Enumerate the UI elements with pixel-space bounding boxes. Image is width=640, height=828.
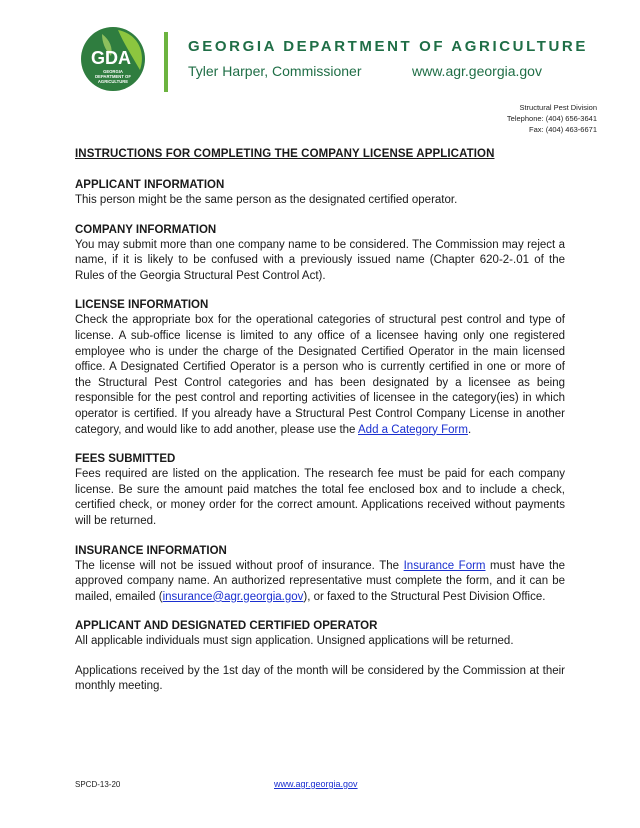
section-heading: FEES SUBMITTED [75, 453, 176, 466]
section-text: This person might be the same person as the designated certified operator. [75, 194, 458, 206]
section-text: All applicable individuals must sign application. Unsigned applications will be returned. [75, 635, 514, 648]
header-website: www.agr.georgia.gov [412, 63, 542, 79]
section-signature [75, 619, 565, 650]
svg-text:GEORGIA: GEORGIA [103, 69, 123, 74]
section-heading: COMPANY INFORMATION [75, 223, 217, 236]
section-applicant [75, 178, 565, 209]
section-license [75, 298, 565, 438]
section-heading: INSURANCE INFORMATION [75, 544, 227, 557]
fax: Fax: (404) 463-6671 [529, 125, 597, 134]
division-contact [507, 102, 597, 135]
insurance-email-link[interactable]: insurance@agr.georgia.gov [162, 590, 304, 603]
telephone: Telephone: (404) 656-3641 [506, 114, 597, 123]
section-fees [75, 452, 565, 529]
section-text: Check the appropriate box for the operational categories of structural pest control and type of license. A sub-office license is limited to any office of a licensee having only one registered employee who is under the charge of the Designated Certified Operator in the main licensed office. A Designated Certified Operator is a person who is currently certified in one or more of the Structural Pest Control categories and has been designated by a licensee as being responsible for the pest control and reporting activities of licensee in the category(ies) in which operator is certified. If you already have a Structural Pest Control Company License in another category, and would like to add another, please use the Add a Category Form. [75, 314, 565, 436]
closing-note [75, 664, 565, 695]
section-heading: APPLICANT AND DESIGNATED CERTIFIED OPERATOR [75, 620, 378, 633]
division-name: Structural Pest Division [519, 103, 597, 112]
svg-text:DEPARTMENT OF: DEPARTMENT OF [95, 74, 131, 79]
closing-text: Applications received by the 1st day of the month will be considered by the Commission at their monthly meeting. [75, 664, 565, 693]
section-heading: LICENSE INFORMATION [75, 299, 209, 312]
add-category-form-link[interactable]: Add a Category Form [358, 423, 468, 436]
section-text: The license will not be issued without proof of insurance. The Insurance Form must have the approved company name. An authorized representative must complete the form, and it can be mailed, emailed (insurance@agr.georgia.gov), or faxed to the Structural Pest Division Office. [75, 559, 566, 603]
header-divider [164, 32, 168, 92]
instructions-body [75, 148, 565, 709]
logo-text: GDA [91, 48, 131, 68]
section-text: You may submit more than one company name to be considered. The Commission may reject a name, if it is likely to be confused with a previously issued name (Chapter 620-2-.01 of the Rules of the Georgia Structural Pest Control Act). [75, 238, 565, 282]
department-name: GEORGIA DEPARTMENT OF AGRICULTURE [188, 38, 588, 55]
insurance-form-link[interactable]: Insurance Form [403, 559, 486, 572]
form-code: SPCD-13-20 [75, 780, 121, 789]
svg-text:AGRICULTURE: AGRICULTURE [97, 79, 129, 84]
commissioner-name: Tyler Harper, Commissioner [188, 63, 362, 79]
section-insurance [75, 544, 565, 606]
section-heading: APPLICANT INFORMATION [75, 179, 225, 191]
gda-logo [80, 26, 146, 92]
section-text: Fees required are listed on the application. The research fee must be paid for each company license. Be sure the amount paid matches the total fee enclosed box and to include a check, certified check, or money order for the correct amount. Applications received without payments will be returned. [75, 468, 565, 527]
letterhead [80, 26, 588, 96]
footer-website-link[interactable]: www.agr.georgia.gov [274, 779, 358, 789]
section-company [75, 223, 565, 285]
page-title: INSTRUCTIONS FOR COMPLETING THE COMPANY LICENSE APPLICATION [75, 148, 495, 160]
